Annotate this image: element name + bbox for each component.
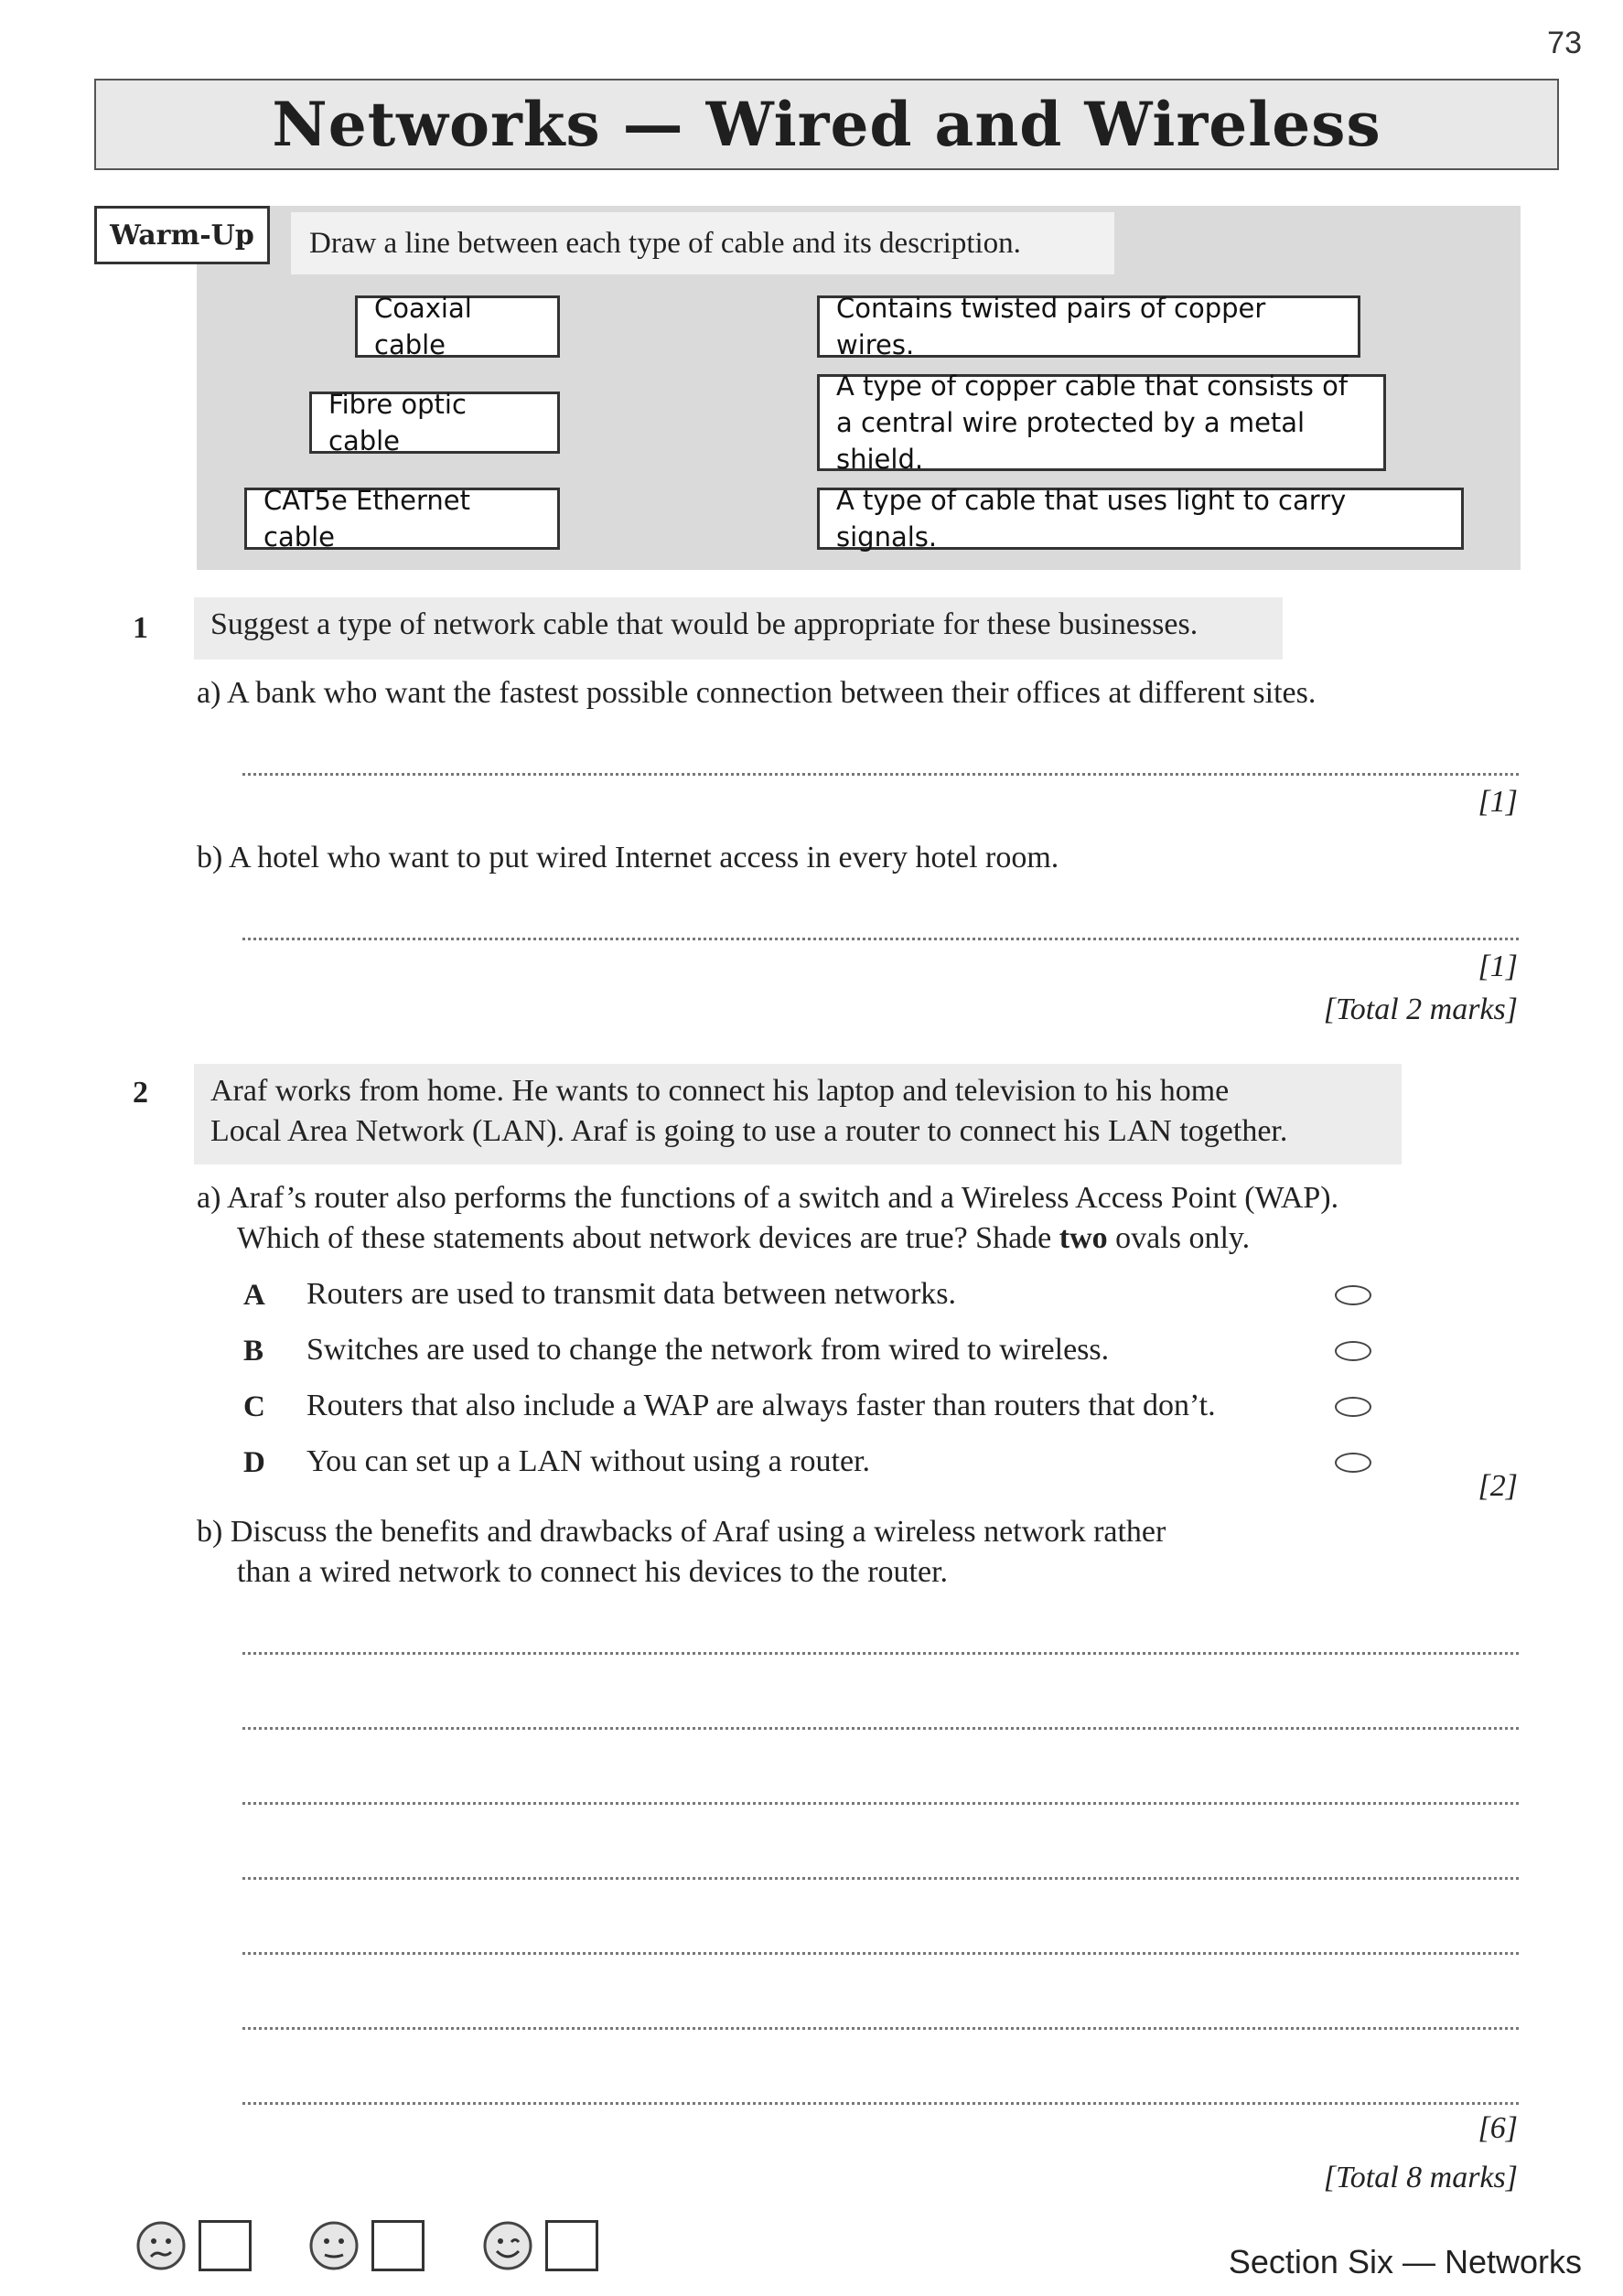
warmup-label: Warm-Up: [94, 206, 270, 264]
cable-coaxial[interactable]: Coaxial cable: [355, 295, 560, 358]
question-number-1: 1: [133, 611, 148, 645]
option-c-letter: C: [243, 1390, 265, 1423]
answer-line-2b-4[interactable]: [242, 1877, 1519, 1880]
answer-line-2b-3[interactable]: [242, 1802, 1519, 1805]
description-coaxial[interactable]: A type of copper cable that consists of a central wire protected by a metal shield.: [817, 374, 1386, 471]
description-light[interactable]: A type of cable that uses light to carry signals.: [817, 488, 1464, 550]
warmup-instruction: Draw a line between each type of cable and its description.: [291, 212, 1114, 274]
question-2a-line2: [237, 1218, 1250, 1259]
question-2-stem-line2: Local Area Network (LAN). Araf is going to use a router to connect his LAN together.: [210, 1114, 1288, 1148]
marks-2b: [6]: [1478, 2111, 1518, 2145]
answer-line-2b-6[interactable]: [242, 2027, 1519, 2030]
total-marks-q1: [Total 2 marks]: [1323, 992, 1518, 1026]
marks-2a: [2]: [1478, 1469, 1518, 1503]
answer-line-2b-7[interactable]: [242, 2102, 1519, 2105]
option-c-oval[interactable]: [1335, 1397, 1371, 1417]
sad-face-icon: [135, 2220, 187, 2271]
answer-line-1a[interactable]: [242, 773, 1519, 776]
option-b-text: Switches are used to change the network from wired to wireless.: [306, 1333, 1110, 1367]
question-2-stem: [194, 1064, 1402, 1164]
question-number-2: 2: [133, 1076, 148, 1110]
option-b-oval[interactable]: [1335, 1341, 1371, 1361]
question-2a-line1: a) Araf’s router also performs the functions of a switch and a Wireless Access Point (WAP).: [197, 1181, 1339, 1215]
question-2a-line2-pre: Which of these statements about network devices are true? Shade: [237, 1221, 1059, 1255]
tick-box-neutral[interactable]: [371, 2220, 425, 2271]
marks-1a: [1]: [1478, 785, 1518, 819]
option-c-text: Routers that also include a WAP are always faster than routers that don’t.: [306, 1389, 1216, 1422]
answer-line-2b-5[interactable]: [242, 1952, 1519, 1955]
question-2a-line2-post: ovals only.: [1107, 1221, 1251, 1255]
option-a-text: Routers are used to transmit data between networks.: [306, 1277, 957, 1311]
answer-line-2b-1[interactable]: [242, 1652, 1519, 1655]
question-2b-line2: than a wired network to connect his devices to the router.: [237, 1555, 949, 1589]
description-twisted-pairs[interactable]: Contains twisted pairs of copper wires.: [817, 295, 1360, 358]
question-2a-line2-bold: two: [1059, 1221, 1108, 1255]
question-1b-text: b) A hotel who want to put wired Internet access in every hotel room.: [197, 841, 1059, 874]
option-d-text: You can set up a LAN without using a router.: [306, 1444, 871, 1478]
option-a-letter: A: [243, 1279, 265, 1312]
option-d-oval[interactable]: [1335, 1453, 1371, 1473]
option-b-letter: B: [243, 1335, 264, 1368]
cable-fibre-optic[interactable]: Fibre optic cable: [309, 392, 560, 454]
tick-box-happy[interactable]: [545, 2220, 598, 2271]
marks-1b: [1]: [1478, 950, 1518, 983]
cable-cat5e[interactable]: CAT5e Ethernet cable: [244, 488, 560, 550]
answer-line-2b-2[interactable]: [242, 1727, 1519, 1730]
question-2b-line1: b) Discuss the benefits and drawbacks of Araf using a wireless network rather: [197, 1515, 1166, 1549]
neutral-face-icon: [308, 2220, 360, 2271]
question-1a-text: a) A bank who want the fastest possible connection between their offices at different sites.: [197, 676, 1317, 710]
answer-line-1b[interactable]: [242, 938, 1519, 940]
tick-box-sad[interactable]: [199, 2220, 252, 2271]
total-marks-q2: [Total 8 marks]: [1323, 2161, 1518, 2194]
question-1-stem: Suggest a type of network cable that would be appropriate for these businesses.: [194, 597, 1283, 660]
section-footer: Section Six — Networks: [1228, 2243, 1582, 2280]
page-title: Networks — Wired and Wireless: [272, 89, 1381, 160]
page-title-bar: [94, 79, 1559, 170]
page-number: 73: [1547, 26, 1582, 60]
option-a-oval[interactable]: [1335, 1285, 1371, 1305]
option-d-letter: D: [243, 1446, 265, 1479]
happy-face-icon: [482, 2220, 533, 2271]
question-2-stem-line1: Araf works from home. He wants to connect his laptop and television to his home: [210, 1074, 1230, 1108]
